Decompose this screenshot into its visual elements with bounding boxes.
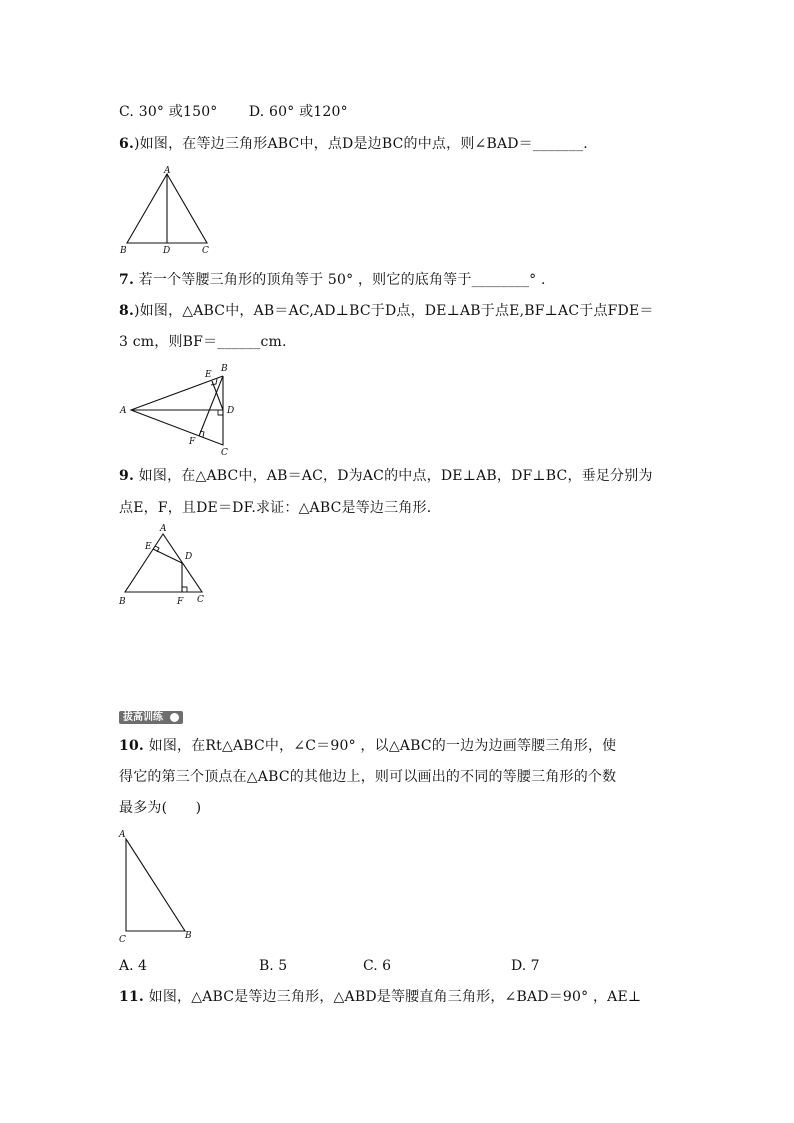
q6-label-c: C (202, 246, 209, 256)
q10-text-line3 (119, 799, 201, 817)
q8-label-f: F (189, 437, 196, 447)
q8-label-a: A (120, 406, 127, 416)
q10-option-d: D. 7 (511, 958, 540, 974)
q7-number: 7. (119, 272, 135, 288)
q8-label-e: E (205, 370, 212, 380)
q10-right-triangle (126, 839, 185, 931)
q8-label-d: D (227, 406, 235, 416)
q10-option-c: C. 6 (363, 958, 392, 974)
q9-label-b: B (119, 597, 126, 607)
q9-text-line2 (119, 499, 431, 517)
q8-right-angle-d (218, 410, 223, 415)
q9-stem-1: 如图，在△ABC中，AB＝AC，D为AC的中点，DE⊥AB，DF⊥BC，垂足分别为 (138, 468, 653, 484)
q9-label-c: C (197, 595, 204, 605)
q9-label-f: F (177, 597, 184, 607)
section-badge-label: 拔高训练 (123, 712, 163, 723)
q8-label-c: C (221, 448, 228, 458)
q6-label-b: B (120, 246, 127, 256)
q8-stem-2: 3 cm，则BF＝______cm. (119, 334, 287, 350)
q9-label-d: D (185, 552, 193, 562)
q10-stem-1: 如图，在Rt△ABC中，∠C＝90° ，以△ABC的一边为边画等腰三角形，使 (148, 738, 617, 754)
q9-figure (117, 522, 217, 612)
q10-label-c: C (119, 935, 126, 945)
q8-stem-1: )如图，△ABC中，AB＝AC,AD⊥BC于D点，DE⊥AB于点E,BF⊥AC于点FDE＝ (134, 303, 654, 319)
q10-figure (117, 826, 202, 946)
q10-text-line2 (119, 768, 616, 786)
q11-stem: 如图，△ABC是等边三角形，△ABD是等腰直角三角形，∠BAD＝90° ，AE⊥ (148, 989, 642, 1005)
q9-right-angle-f (182, 587, 187, 592)
q9-label-e: E (145, 542, 152, 552)
badge-bullet-icon (170, 713, 179, 722)
q8-text-line2 (119, 333, 287, 351)
q10-label-b: B (185, 931, 192, 941)
q8-segment-de (212, 381, 223, 410)
q6-number: 6. (119, 136, 135, 152)
q9-number: 9. (119, 468, 135, 484)
q5-option-c: C. 30° 或150° (119, 104, 218, 120)
q9-triangle (125, 534, 202, 592)
q10-stem-2: 得它的第三个顶点在△ABC的其他边上，则可以画出的不同的等腰三角形的个数 (119, 769, 617, 785)
q11-number: 11. (119, 989, 144, 1005)
q10-number: 10. (119, 738, 144, 754)
q6-label-a: A (164, 166, 171, 176)
q5-option-d: D. 60° 或120° (248, 104, 348, 120)
q8-label-b: B (221, 364, 228, 374)
q10-text-line1 (119, 737, 616, 755)
q10-option-a: A. 4 (119, 958, 147, 974)
q11-text (119, 988, 641, 1006)
q8-number: 8. (119, 303, 135, 319)
section-badge (119, 711, 183, 724)
q6-stem: )如图，在等边三角形ABC中，点D是边BC的中点，则∠BAD＝_______. (134, 136, 588, 152)
q9-text-line1 (119, 467, 653, 485)
q10-stem-3: 最多为( ) (119, 800, 202, 816)
q7-text (119, 271, 546, 289)
q6-label-d: D (163, 246, 171, 256)
q7-stem: 若一个等腰三角形的顶角等于 50° ，则它的底角等于________° . (138, 272, 546, 288)
q6-text (119, 135, 588, 153)
q5-options-line (119, 103, 348, 121)
q8-figure (117, 360, 242, 460)
q6-figure (117, 165, 217, 260)
q9-label-a: A (160, 524, 167, 534)
q8-text-line1 (119, 302, 654, 320)
q10-option-b: B. 5 (259, 958, 288, 974)
q10-label-a: A (119, 830, 126, 840)
q9-stem-2: 点E，F，且DE＝DF.求证：△ABC是等边三角形. (119, 500, 432, 516)
